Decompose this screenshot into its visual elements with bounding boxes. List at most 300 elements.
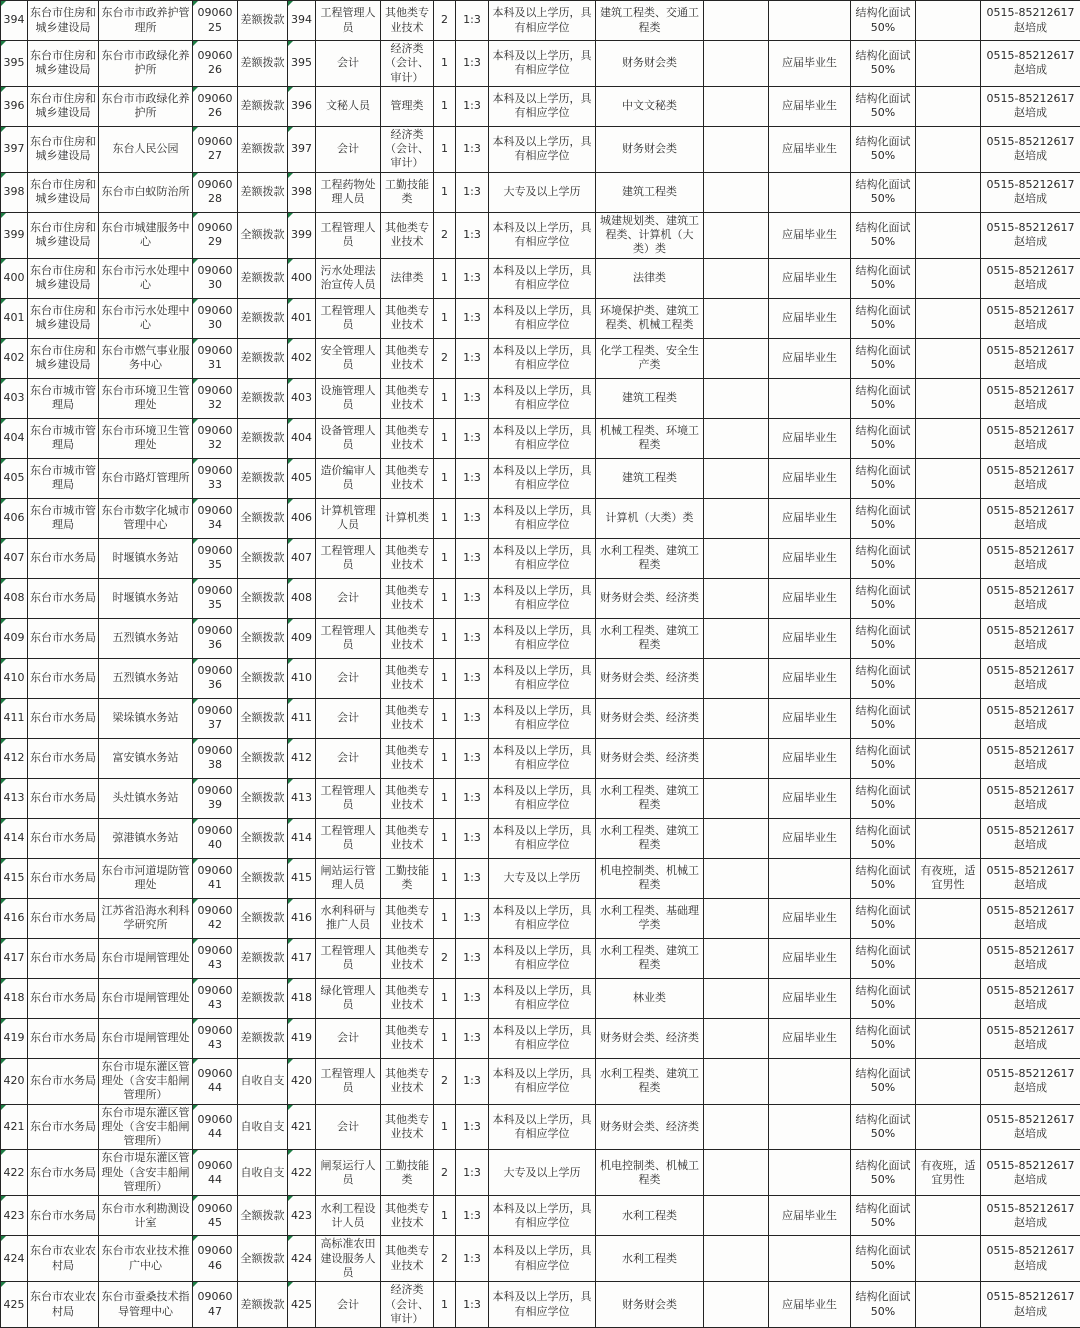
cell-count-text: 1 bbox=[441, 431, 448, 444]
cell-pos-category-text: 其他类专业技术 bbox=[385, 704, 429, 731]
cell-major bbox=[596, 458, 704, 498]
cell-seq-text: 415 bbox=[4, 871, 25, 884]
cell-unit-text: 东台市污水处理中心 bbox=[102, 304, 190, 331]
cell-education bbox=[489, 41, 596, 87]
cell-dept-text: 东台市农业农村局 bbox=[30, 1290, 96, 1317]
cell-unit-code bbox=[193, 938, 238, 978]
cell-fund-type-text: 差额拨款 bbox=[241, 471, 285, 484]
cell-ratio-text: 1:3 bbox=[463, 185, 481, 198]
cell-fresh-grad bbox=[769, 418, 851, 458]
green-triangle-icon bbox=[288, 659, 293, 664]
cell-education-text: 本科及以上学历，具有相应学位 bbox=[493, 904, 592, 931]
phone-number: 0515-85212617 bbox=[983, 464, 1078, 478]
green-triangle-icon bbox=[193, 213, 198, 218]
cell-exam-method bbox=[851, 1196, 916, 1236]
cell-fresh-grad bbox=[769, 1104, 851, 1150]
cell-fresh-grad-text: 应届毕业生 bbox=[782, 142, 837, 155]
table-row bbox=[1, 418, 1080, 458]
cell-count bbox=[434, 978, 456, 1018]
table-row bbox=[1, 1058, 1080, 1104]
phone-number: 0515-85212617 bbox=[983, 584, 1078, 598]
cell-dept bbox=[28, 172, 99, 212]
cell-exam-method-text: 结构化面试50% bbox=[856, 1024, 911, 1051]
cell-fund-type bbox=[238, 458, 288, 498]
cell-major-text: 财务财会类、经济类 bbox=[600, 591, 699, 604]
cell-major bbox=[596, 1236, 704, 1282]
cell-unit-text: 东台市堤东灌区管理处（含安丰船闸管理所） bbox=[102, 1151, 190, 1193]
cell-unit bbox=[99, 858, 193, 898]
cell-unit bbox=[99, 498, 193, 538]
cell-education bbox=[489, 1282, 596, 1328]
cell-pos-name-text: 设施管理人员 bbox=[321, 384, 376, 411]
cell-fund-type-text: 差额拨款 bbox=[241, 311, 285, 324]
table-row bbox=[1, 126, 1080, 172]
cell-remark bbox=[916, 41, 981, 87]
cell-pos-code bbox=[288, 818, 316, 858]
cell-remark bbox=[916, 1150, 981, 1196]
cell-dept-text: 东台市城市管理局 bbox=[30, 464, 96, 491]
cell-pos-category-text: 其他类专业技术 bbox=[385, 744, 429, 771]
cell-education bbox=[489, 338, 596, 378]
cell-other bbox=[704, 258, 769, 298]
green-triangle-icon bbox=[193, 539, 198, 544]
cell-other bbox=[704, 1150, 769, 1196]
cell-pos-category bbox=[381, 818, 434, 858]
green-triangle-icon bbox=[1, 619, 6, 624]
phone-number: 0515-85212617 bbox=[983, 304, 1078, 318]
cell-pos-category bbox=[381, 498, 434, 538]
cell-exam-method bbox=[851, 172, 916, 212]
cell-pos-name bbox=[316, 1282, 381, 1328]
cell-phone bbox=[981, 578, 1080, 618]
phone-number: 0515-85212617 bbox=[983, 49, 1078, 63]
green-triangle-icon bbox=[1, 939, 6, 944]
phone-number: 0515-85212617 bbox=[983, 1244, 1078, 1258]
cell-phone bbox=[981, 738, 1080, 778]
cell-fresh-grad bbox=[769, 1, 851, 41]
cell-remark bbox=[916, 498, 981, 538]
cell-major bbox=[596, 938, 704, 978]
cell-seq-text: 420 bbox=[4, 1074, 25, 1087]
cell-seq bbox=[1, 738, 28, 778]
cell-major bbox=[596, 738, 704, 778]
cell-unit-code bbox=[193, 172, 238, 212]
green-triangle-icon bbox=[1, 739, 6, 744]
cell-phone bbox=[981, 818, 1080, 858]
cell-fresh-grad bbox=[769, 498, 851, 538]
cell-count-text: 1 bbox=[441, 56, 448, 69]
cell-remark-text: 有夜班，适宜男性 bbox=[921, 864, 976, 891]
cell-phone bbox=[981, 778, 1080, 818]
cell-pos-name-text: 安全管理人员 bbox=[321, 344, 376, 371]
cell-remark bbox=[916, 1282, 981, 1328]
cell-unit-code-text: 0906046 bbox=[198, 1244, 233, 1271]
cell-other bbox=[704, 1018, 769, 1058]
contact-name: 赵培成 bbox=[983, 1216, 1078, 1230]
cell-major-text: 法律类 bbox=[633, 271, 666, 284]
cell-unit-text: 东台市白蚁防治所 bbox=[102, 185, 190, 198]
cell-seq bbox=[1, 978, 28, 1018]
cell-unit-code-text: 0906042 bbox=[198, 904, 233, 931]
cell-count bbox=[434, 1196, 456, 1236]
table-body bbox=[1, 1, 1080, 1328]
cell-fund-type-text: 全额拨款 bbox=[241, 831, 285, 844]
cell-unit-code-text: 0906036 bbox=[198, 624, 233, 651]
cell-unit bbox=[99, 258, 193, 298]
cell-pos-code-text: 397 bbox=[291, 142, 312, 155]
cell-remark bbox=[916, 378, 981, 418]
green-triangle-icon bbox=[193, 859, 198, 864]
cell-other bbox=[704, 298, 769, 338]
cell-remark bbox=[916, 86, 981, 126]
cell-exam-method bbox=[851, 1018, 916, 1058]
cell-unit-code-text: 0906028 bbox=[198, 178, 233, 205]
cell-ratio bbox=[456, 978, 489, 1018]
cell-ratio-text: 1:3 bbox=[463, 671, 481, 684]
cell-unit-text: 东台市堤闸管理处 bbox=[102, 951, 190, 964]
cell-seq bbox=[1, 418, 28, 458]
contact-name: 赵培成 bbox=[983, 149, 1078, 163]
cell-other bbox=[704, 126, 769, 172]
cell-education-text: 本科及以上学历，具有相应学位 bbox=[493, 49, 592, 76]
cell-fresh-grad bbox=[769, 938, 851, 978]
cell-fresh-grad bbox=[769, 778, 851, 818]
cell-seq bbox=[1, 818, 28, 858]
cell-fresh-grad-text: 应届毕业生 bbox=[782, 551, 837, 564]
contact-name: 赵培成 bbox=[983, 478, 1078, 492]
cell-exam-method bbox=[851, 1058, 916, 1104]
cell-unit bbox=[99, 298, 193, 338]
cell-pos-category-text: 其他类专业技术 bbox=[385, 944, 429, 971]
phone-number: 0515-85212617 bbox=[983, 135, 1078, 149]
cell-pos-category bbox=[381, 1018, 434, 1058]
cell-education-text: 大专及以上学历 bbox=[504, 871, 581, 884]
cell-ratio bbox=[456, 338, 489, 378]
cell-count bbox=[434, 818, 456, 858]
green-triangle-icon bbox=[288, 1105, 293, 1110]
green-triangle-icon bbox=[1, 127, 6, 132]
cell-count bbox=[434, 172, 456, 212]
cell-fund-type bbox=[238, 41, 288, 87]
cell-pos-name bbox=[316, 298, 381, 338]
table-row bbox=[1, 938, 1080, 978]
cell-count bbox=[434, 938, 456, 978]
cell-unit-code-text: 0906038 bbox=[198, 744, 233, 771]
cell-major-text: 水利工程类、建筑工程类 bbox=[600, 544, 699, 571]
cell-fund-type-text: 差额拨款 bbox=[241, 951, 285, 964]
cell-exam-method-text: 结构化面试50% bbox=[856, 704, 911, 731]
cell-seq-text: 423 bbox=[4, 1209, 25, 1222]
cell-fund-type-text: 全额拨款 bbox=[241, 551, 285, 564]
cell-ratio-text: 1:3 bbox=[463, 56, 481, 69]
green-triangle-icon bbox=[288, 259, 293, 264]
cell-remark bbox=[916, 858, 981, 898]
green-triangle-icon bbox=[1, 213, 6, 218]
cell-count bbox=[434, 1236, 456, 1282]
cell-pos-name-text: 闸泵运行人员 bbox=[321, 1159, 376, 1186]
cell-seq-text: 402 bbox=[4, 351, 25, 364]
cell-pos-code-text: 401 bbox=[291, 311, 312, 324]
cell-exam-method-text: 结构化面试50% bbox=[856, 221, 911, 248]
cell-pos-category bbox=[381, 658, 434, 698]
cell-fund-type bbox=[238, 778, 288, 818]
cell-count bbox=[434, 418, 456, 458]
cell-major bbox=[596, 858, 704, 898]
cell-unit-text: 五烈镇水务站 bbox=[113, 631, 179, 644]
cell-count-text: 1 bbox=[441, 591, 448, 604]
cell-ratio-text: 1:3 bbox=[463, 431, 481, 444]
cell-pos-category bbox=[381, 978, 434, 1018]
cell-dept-text: 东台市水务局 bbox=[30, 591, 96, 604]
contact-name: 赵培成 bbox=[983, 878, 1078, 892]
cell-fund-type bbox=[238, 578, 288, 618]
cell-pos-category bbox=[381, 1, 434, 41]
cell-pos-code bbox=[288, 1058, 316, 1104]
cell-pos-name-text: 造价编审人员 bbox=[321, 464, 376, 491]
cell-exam-method bbox=[851, 938, 916, 978]
cell-fund-type bbox=[238, 338, 288, 378]
contact-name: 赵培成 bbox=[983, 318, 1078, 332]
contact-name: 赵培成 bbox=[983, 798, 1078, 812]
cell-fund-type-text: 全额拨款 bbox=[241, 671, 285, 684]
cell-ratio-text: 1:3 bbox=[463, 511, 481, 524]
cell-phone bbox=[981, 978, 1080, 1018]
cell-pos-category bbox=[381, 538, 434, 578]
cell-pos-category bbox=[381, 378, 434, 418]
cell-education-text: 本科及以上学历，具有相应学位 bbox=[493, 824, 592, 851]
phone-number: 0515-85212617 bbox=[983, 704, 1078, 718]
cell-unit-code-text: 0906044 bbox=[198, 1113, 233, 1140]
cell-exam-method-text: 结构化面试50% bbox=[856, 178, 911, 205]
cell-unit-text: 时堰镇水务站 bbox=[113, 591, 179, 604]
table-row bbox=[1, 1104, 1080, 1150]
cell-seq-text: 394 bbox=[4, 13, 25, 26]
cell-unit bbox=[99, 458, 193, 498]
cell-other bbox=[704, 778, 769, 818]
cell-seq bbox=[1, 1282, 28, 1328]
contact-name: 赵培成 bbox=[983, 398, 1078, 412]
cell-ratio bbox=[456, 172, 489, 212]
cell-ratio bbox=[456, 1104, 489, 1150]
cell-fresh-grad bbox=[769, 338, 851, 378]
cell-exam-method bbox=[851, 538, 916, 578]
cell-remark bbox=[916, 538, 981, 578]
cell-major bbox=[596, 538, 704, 578]
cell-unit-code bbox=[193, 858, 238, 898]
cell-pos-name-text: 工程管理人员 bbox=[321, 304, 376, 331]
cell-pos-name bbox=[316, 938, 381, 978]
cell-exam-method-text: 结构化面试50% bbox=[856, 584, 911, 611]
green-triangle-icon bbox=[193, 339, 198, 344]
cell-seq-text: 403 bbox=[4, 391, 25, 404]
cell-pos-name bbox=[316, 658, 381, 698]
cell-count-text: 1 bbox=[441, 99, 448, 112]
cell-remark bbox=[916, 1058, 981, 1104]
cell-ratio bbox=[456, 618, 489, 658]
cell-other bbox=[704, 1236, 769, 1282]
cell-phone bbox=[981, 698, 1080, 738]
cell-pos-code-text: 419 bbox=[291, 1031, 312, 1044]
contact-name: 赵培成 bbox=[983, 718, 1078, 732]
cell-pos-category-text: 其他类专业技术 bbox=[385, 1113, 429, 1140]
cell-exam-method bbox=[851, 1150, 916, 1196]
cell-unit bbox=[99, 126, 193, 172]
cell-unit-text: 东台市堤东灌区管理处（含安丰船闸管理所） bbox=[102, 1060, 190, 1102]
cell-unit-code bbox=[193, 86, 238, 126]
cell-pos-code bbox=[288, 498, 316, 538]
cell-dept bbox=[28, 818, 99, 858]
contact-name: 赵培成 bbox=[983, 1305, 1078, 1319]
cell-remark bbox=[916, 1, 981, 41]
green-triangle-icon bbox=[193, 419, 198, 424]
cell-education bbox=[489, 658, 596, 698]
cell-pos-code bbox=[288, 1236, 316, 1282]
cell-phone bbox=[981, 126, 1080, 172]
cell-other bbox=[704, 498, 769, 538]
cell-pos-code-text: 402 bbox=[291, 351, 312, 364]
cell-major bbox=[596, 1058, 704, 1104]
cell-pos-category-text: 其他类专业技术 bbox=[385, 6, 429, 33]
cell-unit-text: 东台市堤闸管理处 bbox=[102, 1031, 190, 1044]
cell-dept-text: 东台市水务局 bbox=[30, 911, 96, 924]
cell-seq-text: 406 bbox=[4, 511, 25, 524]
cell-other bbox=[704, 1, 769, 41]
cell-other bbox=[704, 212, 769, 258]
cell-count-text: 2 bbox=[441, 13, 448, 26]
green-triangle-icon bbox=[288, 299, 293, 304]
cell-remark bbox=[916, 818, 981, 858]
cell-unit-code-text: 0906026 bbox=[198, 49, 233, 76]
cell-education-text: 本科及以上学历，具有相应学位 bbox=[493, 1202, 592, 1229]
cell-dept-text: 东台市水务局 bbox=[30, 1031, 96, 1044]
cell-major-text: 机械工程类、环境工程类 bbox=[600, 424, 699, 451]
cell-seq bbox=[1, 212, 28, 258]
cell-pos-category-text: 其他类专业技术 bbox=[385, 664, 429, 691]
cell-pos-name-text: 会计 bbox=[337, 1298, 359, 1311]
cell-unit-text: 江苏省沿海水利科学研究所 bbox=[102, 904, 190, 931]
cell-remark bbox=[916, 458, 981, 498]
cell-seq-text: 424 bbox=[4, 1252, 25, 1265]
cell-seq-text: 399 bbox=[4, 228, 25, 241]
cell-major-text: 水利工程类、建筑工程类 bbox=[600, 824, 699, 851]
cell-unit bbox=[99, 978, 193, 1018]
cell-pos-code-text: 422 bbox=[291, 1166, 312, 1179]
cell-education bbox=[489, 458, 596, 498]
cell-pos-code-text: 403 bbox=[291, 391, 312, 404]
cell-unit-code bbox=[193, 126, 238, 172]
cell-fresh-grad-text: 应届毕业生 bbox=[782, 831, 837, 844]
cell-pos-code bbox=[288, 126, 316, 172]
cell-exam-method bbox=[851, 1236, 916, 1282]
cell-other bbox=[704, 418, 769, 458]
cell-remark bbox=[916, 1236, 981, 1282]
cell-seq bbox=[1, 126, 28, 172]
phone-number: 0515-85212617 bbox=[983, 384, 1078, 398]
cell-unit-text: 东台市数字化城市管理中心 bbox=[102, 504, 190, 531]
cell-education bbox=[489, 86, 596, 126]
cell-pos-category bbox=[381, 338, 434, 378]
cell-count-text: 1 bbox=[441, 831, 448, 844]
cell-phone bbox=[981, 1196, 1080, 1236]
cell-ratio bbox=[456, 378, 489, 418]
green-triangle-icon bbox=[193, 659, 198, 664]
cell-fresh-grad bbox=[769, 1150, 851, 1196]
cell-pos-category-text: 其他类专业技术 bbox=[385, 1067, 429, 1094]
cell-unit bbox=[99, 418, 193, 458]
cell-pos-name bbox=[316, 1196, 381, 1236]
cell-dept bbox=[28, 898, 99, 938]
cell-unit-text: 东台市路灯管理所 bbox=[102, 471, 190, 484]
cell-unit-code-text: 0906047 bbox=[198, 1290, 233, 1317]
cell-unit bbox=[99, 698, 193, 738]
cell-fund-type bbox=[238, 1236, 288, 1282]
green-triangle-icon bbox=[288, 379, 293, 384]
cell-pos-name bbox=[316, 41, 381, 87]
cell-dept bbox=[28, 418, 99, 458]
cell-major bbox=[596, 258, 704, 298]
cell-education bbox=[489, 778, 596, 818]
cell-unit-code bbox=[193, 618, 238, 658]
green-triangle-icon bbox=[1, 419, 6, 424]
cell-phone bbox=[981, 498, 1080, 538]
cell-pos-name bbox=[316, 126, 381, 172]
cell-count bbox=[434, 578, 456, 618]
cell-phone bbox=[981, 938, 1080, 978]
cell-other bbox=[704, 818, 769, 858]
cell-fund-type bbox=[238, 258, 288, 298]
cell-pos-code-text: 396 bbox=[291, 99, 312, 112]
contact-name: 赵培成 bbox=[983, 192, 1078, 206]
cell-fresh-grad bbox=[769, 898, 851, 938]
cell-count-text: 1 bbox=[441, 391, 448, 404]
cell-dept bbox=[28, 212, 99, 258]
cell-ratio-text: 1:3 bbox=[463, 751, 481, 764]
cell-pos-code bbox=[288, 658, 316, 698]
cell-seq bbox=[1, 41, 28, 87]
phone-number: 0515-85212617 bbox=[983, 824, 1078, 838]
cell-count bbox=[434, 458, 456, 498]
cell-major-text: 水利工程类、建筑工程类 bbox=[600, 1067, 699, 1094]
cell-pos-code bbox=[288, 172, 316, 212]
phone-number: 0515-85212617 bbox=[983, 544, 1078, 558]
cell-pos-name bbox=[316, 1018, 381, 1058]
cell-fresh-grad-text: 应届毕业生 bbox=[782, 271, 837, 284]
cell-unit-text: 东台市城建服务中心 bbox=[102, 221, 190, 248]
cell-education bbox=[489, 898, 596, 938]
cell-unit-code bbox=[193, 658, 238, 698]
cell-remark bbox=[916, 338, 981, 378]
cell-count-text: 2 bbox=[441, 351, 448, 364]
contact-name: 赵培成 bbox=[983, 358, 1078, 372]
green-triangle-icon bbox=[1, 539, 6, 544]
cell-education bbox=[489, 1018, 596, 1058]
cell-dept bbox=[28, 1104, 99, 1150]
cell-pos-code-text: 407 bbox=[291, 551, 312, 564]
cell-dept-text: 东台市住房和城乡建设局 bbox=[30, 178, 96, 205]
table-row bbox=[1, 898, 1080, 938]
cell-major-text: 财务财会类 bbox=[622, 1298, 677, 1311]
green-triangle-icon bbox=[288, 127, 293, 132]
cell-ratio-text: 1:3 bbox=[463, 711, 481, 724]
cell-unit bbox=[99, 778, 193, 818]
cell-unit-code-text: 0906030 bbox=[198, 264, 233, 291]
cell-phone bbox=[981, 338, 1080, 378]
cell-exam-method bbox=[851, 618, 916, 658]
cell-pos-name bbox=[316, 212, 381, 258]
cell-fund-type-text: 自收自支 bbox=[241, 1074, 285, 1087]
cell-fund-type bbox=[238, 418, 288, 458]
cell-pos-name bbox=[316, 458, 381, 498]
